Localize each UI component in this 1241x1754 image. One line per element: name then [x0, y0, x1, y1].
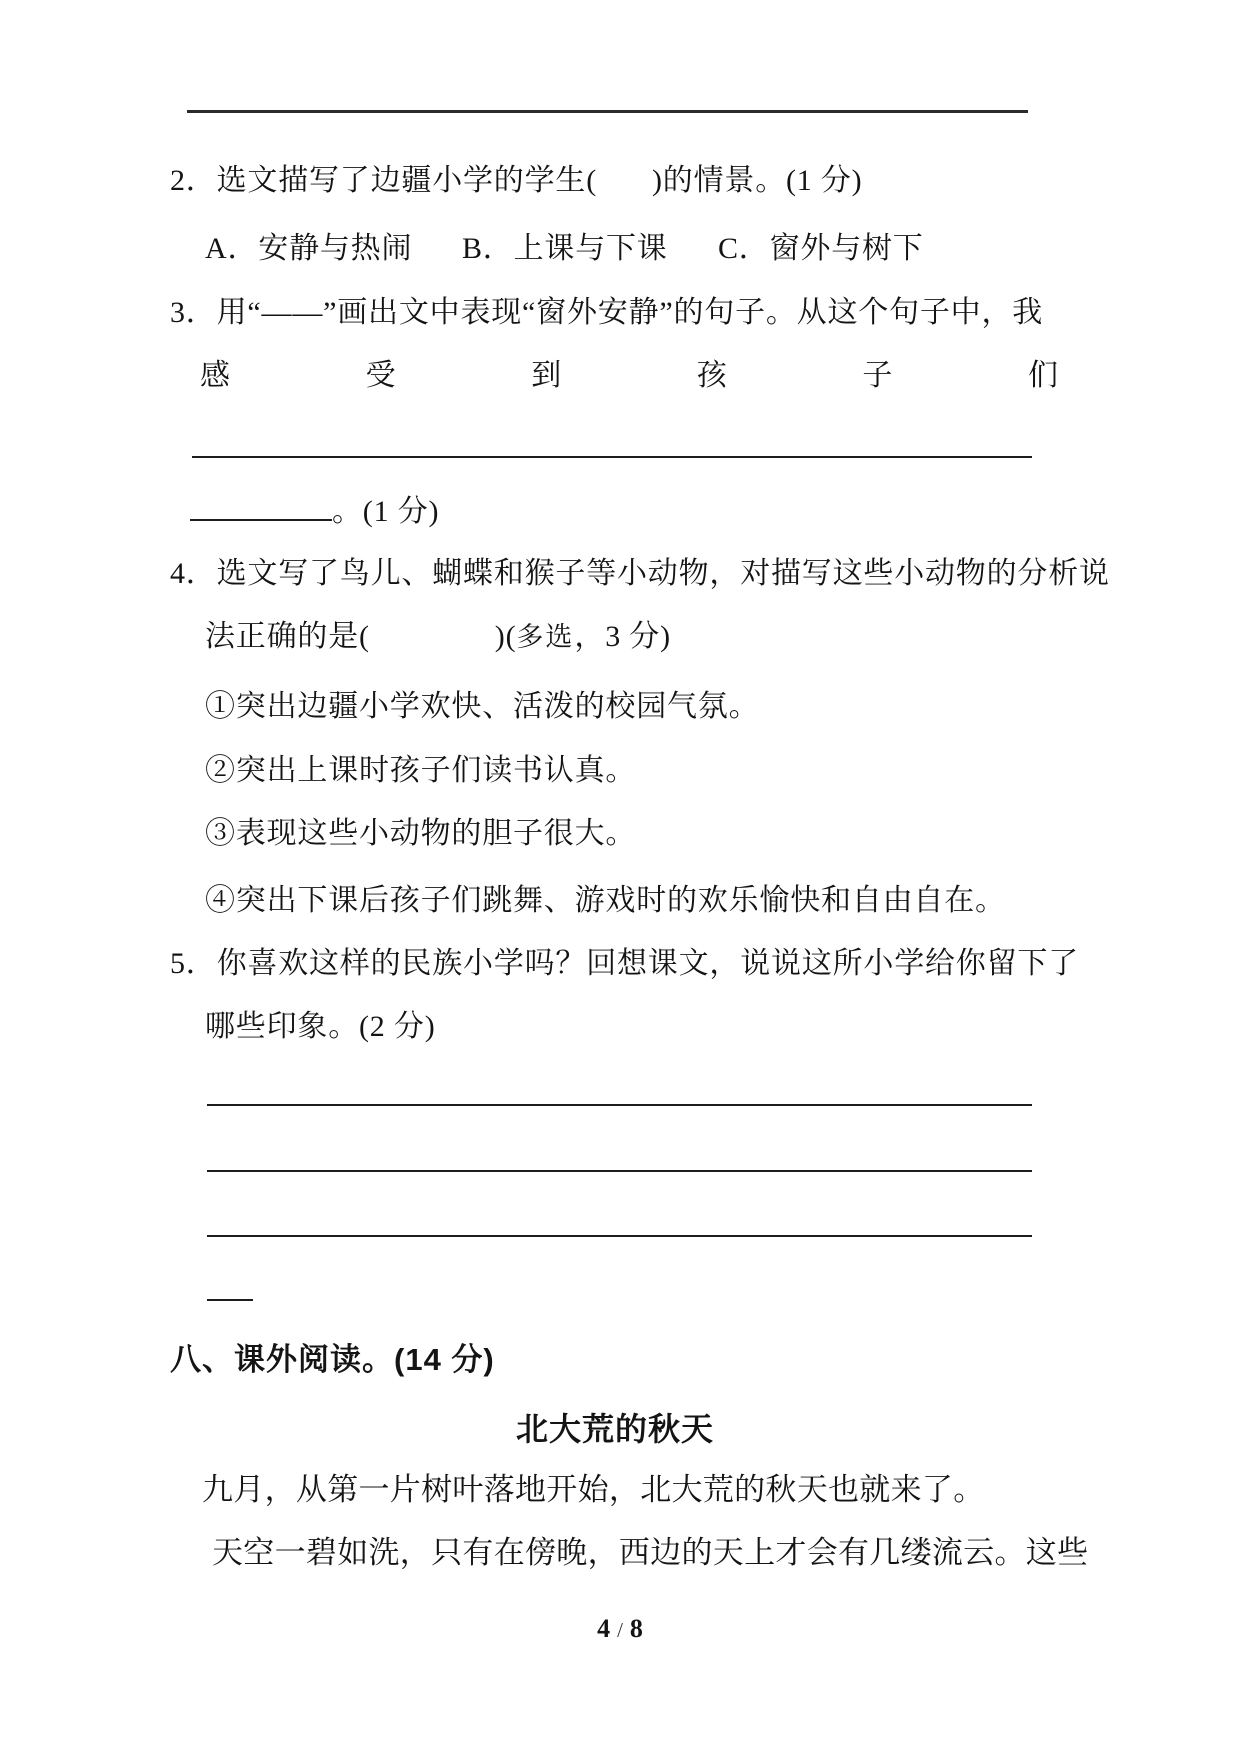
justified-char: 子 [862, 359, 893, 392]
question-2-line [170, 161, 862, 201]
question-3-line1 [170, 293, 1043, 333]
justified-char: 到 [531, 359, 562, 392]
option-a: A．安静与热闹 [205, 232, 413, 265]
question-4-item-3: ③表现这些小动物的胆子很大。 [205, 817, 637, 850]
question-4-line1 [170, 554, 1110, 594]
question-3-justified-line [200, 356, 1058, 396]
question-4-item-1: ①突出边疆小学欢快、活泼的校园气氛。 [205, 690, 760, 723]
page-footer [0, 1614, 1241, 1644]
question-3-answer-blank [192, 456, 1032, 458]
question-3-tail-text: 。(1 分) [332, 495, 440, 528]
footer-current-page: 4 [597, 1614, 612, 1643]
question-5-text: 你喜欢这样的民族小学吗？回想课文，说说这所小学给你留下了 [216, 947, 1080, 980]
question-4-line2-mid: )( [494, 620, 517, 653]
question-4-number: 4． [170, 557, 217, 590]
question-5-answer-blank-1 [207, 1104, 1032, 1106]
question-3-tail-line [190, 489, 439, 532]
question-2-text-post: )的情景。(1 分) [652, 164, 863, 197]
section-eight-heading: 八、课外阅读。(14 分) [170, 1342, 495, 1377]
option-b: B．上课与下课 [462, 232, 668, 265]
passage-title: 北大荒的秋天 [515, 1411, 714, 1447]
question-4-line2-end: ，3 分) [574, 620, 671, 653]
justified-char: 感 [200, 359, 230, 392]
passage-paragraph-1: 九月，从第一片树叶落地开始，北大荒的秋天也就来了。 [202, 1472, 985, 1507]
footer-separator: / [617, 1618, 624, 1642]
passage-paragraph-2: 天空一碧如洗，只有在傍晚，西边的天上才会有几缕流云。这些 [212, 1535, 1089, 1570]
question-4-line2 [205, 617, 671, 657]
question-5-line2: 哪些印象。(2 分) [205, 1010, 436, 1043]
question-5-line1 [170, 944, 1079, 984]
question-4-item-2: ②突出上课时孩子们读书认真。 [205, 754, 637, 787]
question-4-multi-select-note: 多选 [516, 622, 575, 652]
header-rule [187, 110, 1028, 113]
question-3-text: 用“——”画出文中表现“窗外安静”的句子。从这个句子中，我 [216, 296, 1044, 329]
footer-total-pages: 8 [629, 1614, 644, 1643]
justified-char: 们 [1027, 359, 1058, 392]
question-5-answer-blank-3 [207, 1235, 1032, 1237]
question-2-number: 2． [170, 164, 217, 197]
question-2-text-pre: 选文描写了边疆小学的学生( [216, 164, 597, 197]
justified-char: 孩 [696, 359, 727, 392]
question-2-options-row [205, 229, 924, 269]
question-4-text: 选文写了鸟儿、蝴蝶和猴子等小动物，对描写这些小动物的分析说 [216, 557, 1110, 590]
question-4-line2-pre: 法正确的是( [205, 620, 370, 653]
question-3-number: 3． [170, 296, 217, 329]
option-c: C．窗外与树下 [718, 232, 924, 265]
justified-char: 受 [365, 359, 396, 392]
question-3-short-blank [190, 489, 332, 521]
question-5-number: 5． [170, 947, 217, 980]
question-5-answer-blank-2 [207, 1170, 1032, 1172]
question-4-item-4: ④突出下课后孩子们跳舞、游戏时的欢乐愉快和自由自在。 [205, 884, 1006, 917]
question-5-answer-blank-short [207, 1299, 253, 1301]
